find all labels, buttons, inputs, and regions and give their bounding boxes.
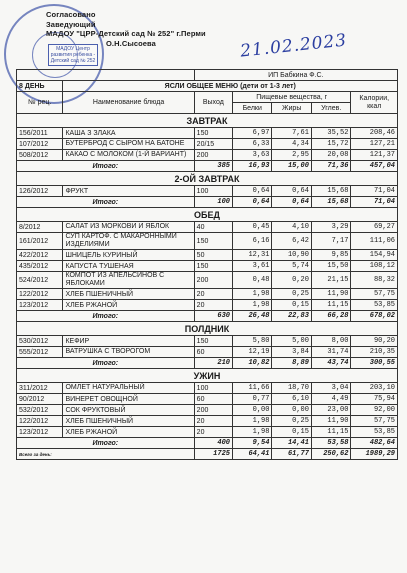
- dish-output: 200: [194, 405, 232, 416]
- carbs-value: 8,00: [311, 336, 350, 347]
- total-output: 100: [194, 197, 232, 208]
- dish-name: ХЛЕБ РЖАНОЙ: [63, 427, 194, 438]
- protein-value: 0,45: [232, 222, 271, 233]
- recipe-number: 530/2012: [17, 336, 63, 347]
- carbs-value: 11,15: [311, 300, 350, 311]
- total-calories: 678,02: [351, 311, 398, 322]
- dish-name: КАПУСТА ТУШЕНАЯ: [63, 261, 194, 272]
- carbs-value: 23,00: [311, 405, 350, 416]
- calories-value: 111,06: [351, 233, 398, 250]
- total-calories: 300,55: [351, 358, 398, 369]
- calories-value: 69,27: [351, 222, 398, 233]
- section-row: [17, 369, 398, 383]
- fat-value: 5,74: [272, 261, 311, 272]
- grand-total-fat: 61,77: [272, 449, 311, 460]
- carbs-value: 3,04: [311, 383, 350, 394]
- calories-value: 53,85: [351, 300, 398, 311]
- dish-output: 100: [194, 383, 232, 394]
- total-calories: 71,04: [351, 197, 398, 208]
- total-carbs: 53,58: [311, 438, 350, 449]
- total-fat: 15,00: [272, 161, 311, 172]
- total-output: 630: [194, 311, 232, 322]
- calories-value: 57,75: [351, 289, 398, 300]
- dish-output: 200: [194, 272, 232, 289]
- dish-output: 150: [194, 128, 232, 139]
- menu-item-row: [17, 405, 398, 416]
- carbs-value: 9,85: [311, 250, 350, 261]
- total-output: 400: [194, 438, 232, 449]
- protein-value: 0,48: [232, 272, 271, 289]
- section-row: [17, 208, 398, 222]
- fat-value: 0,15: [272, 427, 311, 438]
- total-protein: 26,48: [232, 311, 271, 322]
- dish-name: ВИНЕРЕТ ОВОЩНОЙ: [63, 394, 194, 405]
- fat-value: 2,95: [272, 150, 311, 161]
- dish-name: ХЛЕБ ПШЕНИЧНЫЙ: [63, 289, 194, 300]
- section-row: [17, 322, 398, 336]
- section-total-row: [17, 197, 398, 208]
- carbs-value: 20,08: [311, 150, 350, 161]
- dish-output: 20: [194, 289, 232, 300]
- dish-output: 150: [194, 233, 232, 250]
- calories-value: 203,10: [351, 383, 398, 394]
- col-header-nutrients: Пищевые вещества, г: [232, 92, 350, 103]
- handwritten-date: 21.02.2023: [239, 30, 349, 62]
- protein-value: 12,19: [232, 347, 271, 358]
- dish-name: ОМЛЕТ НАТУРАЛЬНЫЙ: [63, 383, 194, 394]
- fat-value: 18,70: [272, 383, 311, 394]
- dish-name: СУП КАРТОФ. С МАКАРОННЫМИ ИЗДЕЛИЯМИ: [63, 233, 194, 250]
- col-header-calories: Калории, ккал: [351, 92, 398, 114]
- protein-value: 3,63: [232, 150, 271, 161]
- menu-item-row: [17, 186, 398, 197]
- section-total-row: [17, 438, 398, 449]
- dish-name: САЛАТ ИЗ МОРКОВИ И ЯБЛОК: [63, 222, 194, 233]
- fat-value: 10,90: [272, 250, 311, 261]
- recipe-number: 524/2012: [17, 272, 63, 289]
- dish-name: ВАТРУШКА С ТВОРОГОМ: [63, 347, 194, 358]
- calories-value: 71,04: [351, 186, 398, 197]
- protein-value: 6,97: [232, 128, 271, 139]
- menu-title: ЯСЛИ ОБЩЕЕ МЕНЮ (дети от 1-3 лет): [63, 81, 398, 92]
- day-label: 8 ДЕНЬ: [17, 81, 63, 92]
- calories-value: 208,46: [351, 128, 398, 139]
- recipe-number: 311/2012: [17, 383, 63, 394]
- menu-item-row: [17, 416, 398, 427]
- grand-total-row: [17, 449, 398, 460]
- grand-total-label: Всего за день:: [17, 449, 195, 460]
- col-header-carbs: Углев.: [311, 103, 350, 114]
- protein-value: 0,77: [232, 394, 271, 405]
- dish-name: ХЛЕБ ПШЕНИЧНЫЙ: [63, 416, 194, 427]
- section-row: [17, 172, 398, 186]
- menu-item-row: [17, 383, 398, 394]
- fat-value: 7,61: [272, 128, 311, 139]
- calories-value: 57,75: [351, 416, 398, 427]
- section-row: [17, 114, 398, 128]
- fat-value: 0,15: [272, 300, 311, 311]
- carbs-value: 31,74: [311, 347, 350, 358]
- fat-value: 0,25: [272, 416, 311, 427]
- carbs-value: 35,52: [311, 128, 350, 139]
- fat-value: 0,64: [272, 186, 311, 197]
- menu-item-row: [17, 336, 398, 347]
- calories-value: 121,37: [351, 150, 398, 161]
- col-header-protein: Белки: [232, 103, 271, 114]
- approval-line-1: Согласовано: [46, 10, 96, 19]
- total-output: 210: [194, 358, 232, 369]
- total-carbs: 71,36: [311, 161, 350, 172]
- fat-value: 0,00: [272, 405, 311, 416]
- protein-value: 1,98: [232, 416, 271, 427]
- recipe-number: 422/2012: [17, 250, 63, 261]
- col-header-fat: Жиры: [272, 103, 311, 114]
- total-protein: 10,82: [232, 358, 271, 369]
- section-title: ПОЛДНИК: [17, 322, 398, 336]
- section-title: ОБЕД: [17, 208, 398, 222]
- grand-total-calories: 1989,29: [351, 449, 398, 460]
- section-total-row: [17, 161, 398, 172]
- recipe-number: 532/2012: [17, 405, 63, 416]
- menu-item-row: [17, 427, 398, 438]
- dish-output: 20: [194, 427, 232, 438]
- carbs-value: 15,68: [311, 186, 350, 197]
- menu-item-row: [17, 250, 398, 261]
- recipe-number: 508/2012: [17, 150, 63, 161]
- dish-name: ХЛЕБ РЖАНОЙ: [63, 300, 194, 311]
- section-title: 2-ОЙ ЗАВТРАК: [17, 172, 398, 186]
- menu-item-row: [17, 128, 398, 139]
- fat-value: 0,25: [272, 289, 311, 300]
- recipe-number: 156/2011: [17, 128, 63, 139]
- approval-line-2: Заведующий: [46, 19, 96, 29]
- carbs-value: 4,49: [311, 394, 350, 405]
- approval-line-3: МАДОУ "ЦРР-Детский сад № 252" г.Перми: [46, 29, 206, 38]
- protein-value: 1,98: [232, 289, 271, 300]
- recipe-number: 161/2012: [17, 233, 63, 250]
- col-header-output: Выход: [194, 92, 232, 114]
- approval-block: [46, 10, 206, 48]
- grand-total-protein: 64,41: [232, 449, 271, 460]
- protein-value: 1,98: [232, 300, 271, 311]
- protein-value: 0,64: [232, 186, 271, 197]
- dish-output: 150: [194, 336, 232, 347]
- calories-value: 53,85: [351, 427, 398, 438]
- calories-value: 90,20: [351, 336, 398, 347]
- carbs-value: 11,90: [311, 289, 350, 300]
- dish-name: ФРУКТ: [63, 186, 194, 197]
- menu-item-row: [17, 347, 398, 358]
- recipe-number: 126/2012: [17, 186, 63, 197]
- fat-value: 5,00: [272, 336, 311, 347]
- dish-name: ШНИЦЕЛЬ КУРИНЫЙ: [63, 250, 194, 261]
- fat-value: 6,42: [272, 233, 311, 250]
- total-protein: 0,64: [232, 197, 271, 208]
- total-protein: 16,93: [232, 161, 271, 172]
- menu-item-row: [17, 394, 398, 405]
- section-total-row: [17, 358, 398, 369]
- recipe-number: 122/2012: [17, 416, 63, 427]
- dish-name: КОМПОТ ИЗ АПЕЛЬСИНОВ С ЯБЛОКАМИ: [63, 272, 194, 289]
- total-output: 385: [194, 161, 232, 172]
- total-fat: 22,83: [272, 311, 311, 322]
- menu-item-row: [17, 222, 398, 233]
- calories-value: 88,32: [351, 272, 398, 289]
- menu-item-row: [17, 139, 398, 150]
- dish-name: СОК ФРУКТОВЫЙ: [63, 405, 194, 416]
- total-label: Итого:: [17, 311, 195, 322]
- menu-table: [16, 69, 398, 460]
- vendor-name: ИП Бабкина Ф.С.: [194, 70, 397, 81]
- calories-value: 108,12: [351, 261, 398, 272]
- total-protein: 9,54: [232, 438, 271, 449]
- dish-name: КАКАО С МОЛОКОМ (1-Й ВАРИАНТ): [63, 150, 194, 161]
- dish-name: КЕФИР: [63, 336, 194, 347]
- protein-value: 1,98: [232, 427, 271, 438]
- carbs-value: 7,17: [311, 233, 350, 250]
- total-carbs: 15,68: [311, 197, 350, 208]
- protein-value: 5,80: [232, 336, 271, 347]
- calories-value: 210,35: [351, 347, 398, 358]
- total-label: Итого:: [17, 358, 195, 369]
- carbs-value: 11,15: [311, 427, 350, 438]
- recipe-number: 122/2012: [17, 289, 63, 300]
- dish-output: 20/15: [194, 139, 232, 150]
- grand-total-carbs: 250,62: [311, 449, 350, 460]
- total-carbs: 66,28: [311, 311, 350, 322]
- fat-value: 4,34: [272, 139, 311, 150]
- dish-output: 60: [194, 347, 232, 358]
- recipe-number: 123/2012: [17, 427, 63, 438]
- stamp-label: МАДОУ Центр развития ребенка - Детский сад № 252: [48, 44, 98, 66]
- protein-value: 0,00: [232, 405, 271, 416]
- protein-value: 3,61: [232, 261, 271, 272]
- menu-item-row: [17, 261, 398, 272]
- dish-output: 20: [194, 416, 232, 427]
- fat-value: 0,20: [272, 272, 311, 289]
- menu-item-row: [17, 289, 398, 300]
- col-header-name: Наименование блюда: [63, 92, 194, 114]
- dish-output: 200: [194, 150, 232, 161]
- carbs-value: 21,15: [311, 272, 350, 289]
- total-fat: 14,41: [272, 438, 311, 449]
- calories-value: 75,94: [351, 394, 398, 405]
- menu-item-row: [17, 233, 398, 250]
- section-total-row: [17, 311, 398, 322]
- calories-value: 92,00: [351, 405, 398, 416]
- calories-value: 127,21: [351, 139, 398, 150]
- fat-value: 3,84: [272, 347, 311, 358]
- fat-value: 6,10: [272, 394, 311, 405]
- calories-value: 154,94: [351, 250, 398, 261]
- protein-value: 11,66: [232, 383, 271, 394]
- total-fat: 0,64: [272, 197, 311, 208]
- protein-value: 6,16: [232, 233, 271, 250]
- section-title: ЗАВТРАК: [17, 114, 398, 128]
- total-carbs: 43,74: [311, 358, 350, 369]
- fat-value: 4,10: [272, 222, 311, 233]
- carbs-value: 11,90: [311, 416, 350, 427]
- dish-output: 50: [194, 250, 232, 261]
- dish-output: 100: [194, 186, 232, 197]
- recipe-number: 107/2012: [17, 139, 63, 150]
- menu-item-row: [17, 300, 398, 311]
- total-label: Итого:: [17, 161, 195, 172]
- dish-name: КАША З ЗЛАКА: [63, 128, 194, 139]
- carbs-value: 15,72: [311, 139, 350, 150]
- recipe-number: 555/2012: [17, 347, 63, 358]
- dish-output: 40: [194, 222, 232, 233]
- recipe-number: 123/2012: [17, 300, 63, 311]
- total-label: Итого:: [17, 197, 195, 208]
- dish-output: 20: [194, 300, 232, 311]
- carbs-value: 3,29: [311, 222, 350, 233]
- recipe-number: 90/2012: [17, 394, 63, 405]
- approval-line-4: О.Н.Сысоева: [106, 38, 156, 48]
- protein-value: 12,31: [232, 250, 271, 261]
- menu-item-row: [17, 150, 398, 161]
- total-calories: 482,64: [351, 438, 398, 449]
- col-header-recipe: № рец.: [17, 92, 63, 114]
- section-title: УЖИН: [17, 369, 398, 383]
- dish-name: БУТЕРБРОД С СЫРОМ НА БАТОНЕ: [63, 139, 194, 150]
- carbs-value: 15,50: [311, 261, 350, 272]
- total-label: Итого:: [17, 438, 195, 449]
- total-fat: 8,89: [272, 358, 311, 369]
- menu-item-row: [17, 272, 398, 289]
- dish-output: 150: [194, 261, 232, 272]
- recipe-number: 8/2012: [17, 222, 63, 233]
- recipe-number: 435/2012: [17, 261, 63, 272]
- protein-value: 6,33: [232, 139, 271, 150]
- dish-output: 60: [194, 394, 232, 405]
- total-calories: 457,04: [351, 161, 398, 172]
- grand-total-output: 1725: [194, 449, 232, 460]
